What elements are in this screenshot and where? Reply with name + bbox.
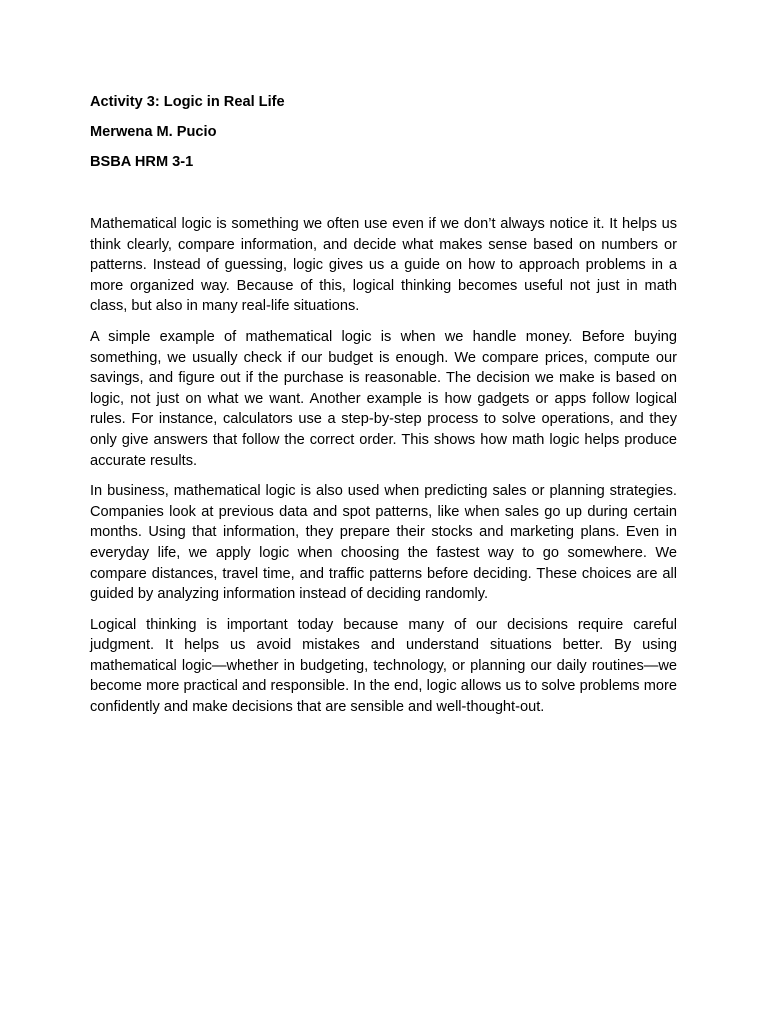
document-body <box>90 214 677 718</box>
body-paragraph: A simple example of mathematical logic is when we handle money. Before buying something, we usually check if our budget is enough. We compare prices, compute our savings, and figure out if the purchase is reasonable. The decision we make is based on logic, not just on what we want. Another example is how gadgets or apps follow logical rules. For instance, calculators use a step-by-step process to solve operations, and they only give answers that follow the correct order. This shows how math logic helps produce accurate results. <box>90 328 677 469</box>
author-name: Merwena M. Pucio <box>90 124 217 140</box>
document-header <box>90 92 677 172</box>
body-paragraph: Mathematical logic is something we often use even if we don’t always notice it. It helps us think clearly, compare information, and decide what makes sense based on numbers or patterns. Instead of guessing, logic gives us a guide on how to approach problems in a more organized way. Because of this, logical thinking becomes useful not just in math class, but also in many real-life situations. <box>90 216 677 315</box>
body-paragraph: Logical thinking is important today because many of our decisions require careful judgment. It helps us avoid mistakes and understand situations better. By using mathematical logic—whether in budgeting, technology, or planning our daily routines—we become more practical and responsible. In the end, logic allows us to solve problems more confidently and make decisions that are sensible and well-thought-out. <box>90 616 677 716</box>
document-page <box>90 92 677 728</box>
document-title: Activity 3: Logic in Real Life <box>90 94 285 110</box>
course-section: BSBA HRM 3-1 <box>90 154 194 170</box>
body-paragraph: In business, mathematical logic is also used when predicting sales or planning strategies. Companies look at previous data and spot patterns, like when sales go up during certain months. Using that information, they prepare their stocks and marketing plans. Even in everyday life, we apply logic when choosing the fastest way to go somewhere. We compare distances, travel time, and traffic patterns before deciding. These choices are all guided by analyzing information instead of deciding randomly. <box>90 483 677 603</box>
